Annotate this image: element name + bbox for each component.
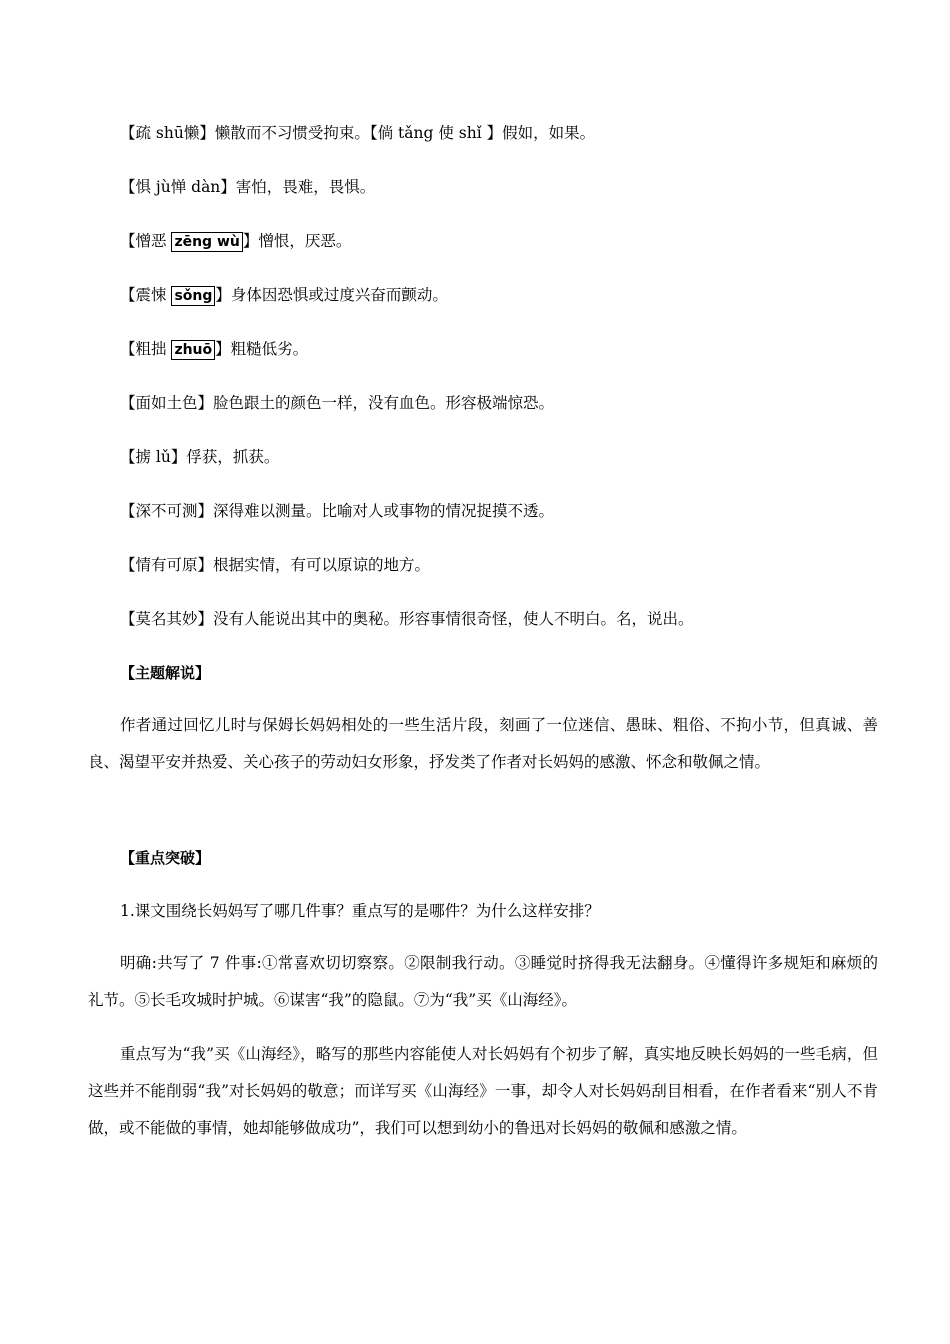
vocab-entry: 【情有可原】根据实情，有可以原谅的地方。 — [120, 556, 431, 574]
vocab-definition: 】粗糙低劣。 — [215, 340, 309, 358]
vocab-entry: 【面如土色】脸色跟土的颜色一样，没有血色。形容极端惊恐。 — [120, 394, 555, 412]
boxed-pinyin: zhuō — [171, 340, 215, 360]
vocab-entry — [120, 231, 840, 252]
theme-paragraph: 作者通过回忆儿时与保姆长妈妈相处的一些生活片段，刻画了一位迷信、愚昧、粗俗、不拘小节，但真诚、善良、渴望平安并热爱、关心孩子的劳动妇女形象，抒发类了作者对长妈妈的感激、怀念和敬佩之情。 — [88, 716, 878, 771]
vocab-definition: 】憎恨，厌恶。 — [242, 232, 352, 250]
vocab-entry: 【掳 lǔ】俘获，抓获。 — [120, 448, 280, 466]
vocab-entry: 【莫名其妙】没有人能说出其中的奥秘。形容事情很奇怪，使人不明白。名，说出。 — [120, 610, 694, 628]
section-heading-theme: 【主题解说】 — [120, 664, 211, 682]
focus-answer: 明确:共写了 7 件事:①常喜欢切切察察。②限制我行动。③睡觉时挤得我无法翻身。④懂得许多规矩和麻烦的礼节。⑤长毛攻城时护城。⑥谋害“我”的隐鼠。⑦为“我”买《山海经》。 — [88, 954, 878, 1009]
section-heading-focus: 【重点突破】 — [120, 849, 211, 867]
vocab-term: 【憎恶 — [120, 232, 172, 250]
vocab-entry: 【惧 jù惮 dàn】害怕，畏难，畏惧。 — [120, 178, 376, 196]
vocab-term: 【震悚 — [120, 286, 172, 304]
boxed-pinyin: zēng wù — [171, 232, 242, 252]
vocab-term: 【粗拙 — [120, 340, 172, 358]
vocab-entry: 【深不可测】深得难以测量。比喻对人或事物的情况捉摸不透。 — [120, 502, 555, 520]
vocab-entry: 【疏 shū懒】懒散而不习惯受拘束。【倘 tǎng 使 shǐ 】假如，如果。 — [120, 124, 596, 142]
focus-question: 1.课文围绕长妈妈写了哪几件事？重点写的是哪件？为什么这样安排？ — [120, 902, 600, 920]
vocab-definition: 】身体因恐惧或过度兴奋而颤动。 — [215, 286, 448, 304]
vocab-entry — [120, 285, 840, 306]
boxed-pinyin: sǒng — [171, 286, 215, 306]
vocab-entry — [120, 339, 840, 360]
focus-explanation: 重点写为“我”买《山海经》，略写的那些内容能使人对长妈妈有个初步了解，真实地反映长妈妈的一些毛病，但这些并不能削弱“我”对长妈妈的敬意；而详写买《山海经》一事，却令人对长妈妈刮目相看，在作者看来“别人不肯做，或不能做的事情，她却能够做成功”，我们可以想到幼小的鲁迅对长妈妈的敬佩和感激之情。 — [88, 1045, 878, 1137]
